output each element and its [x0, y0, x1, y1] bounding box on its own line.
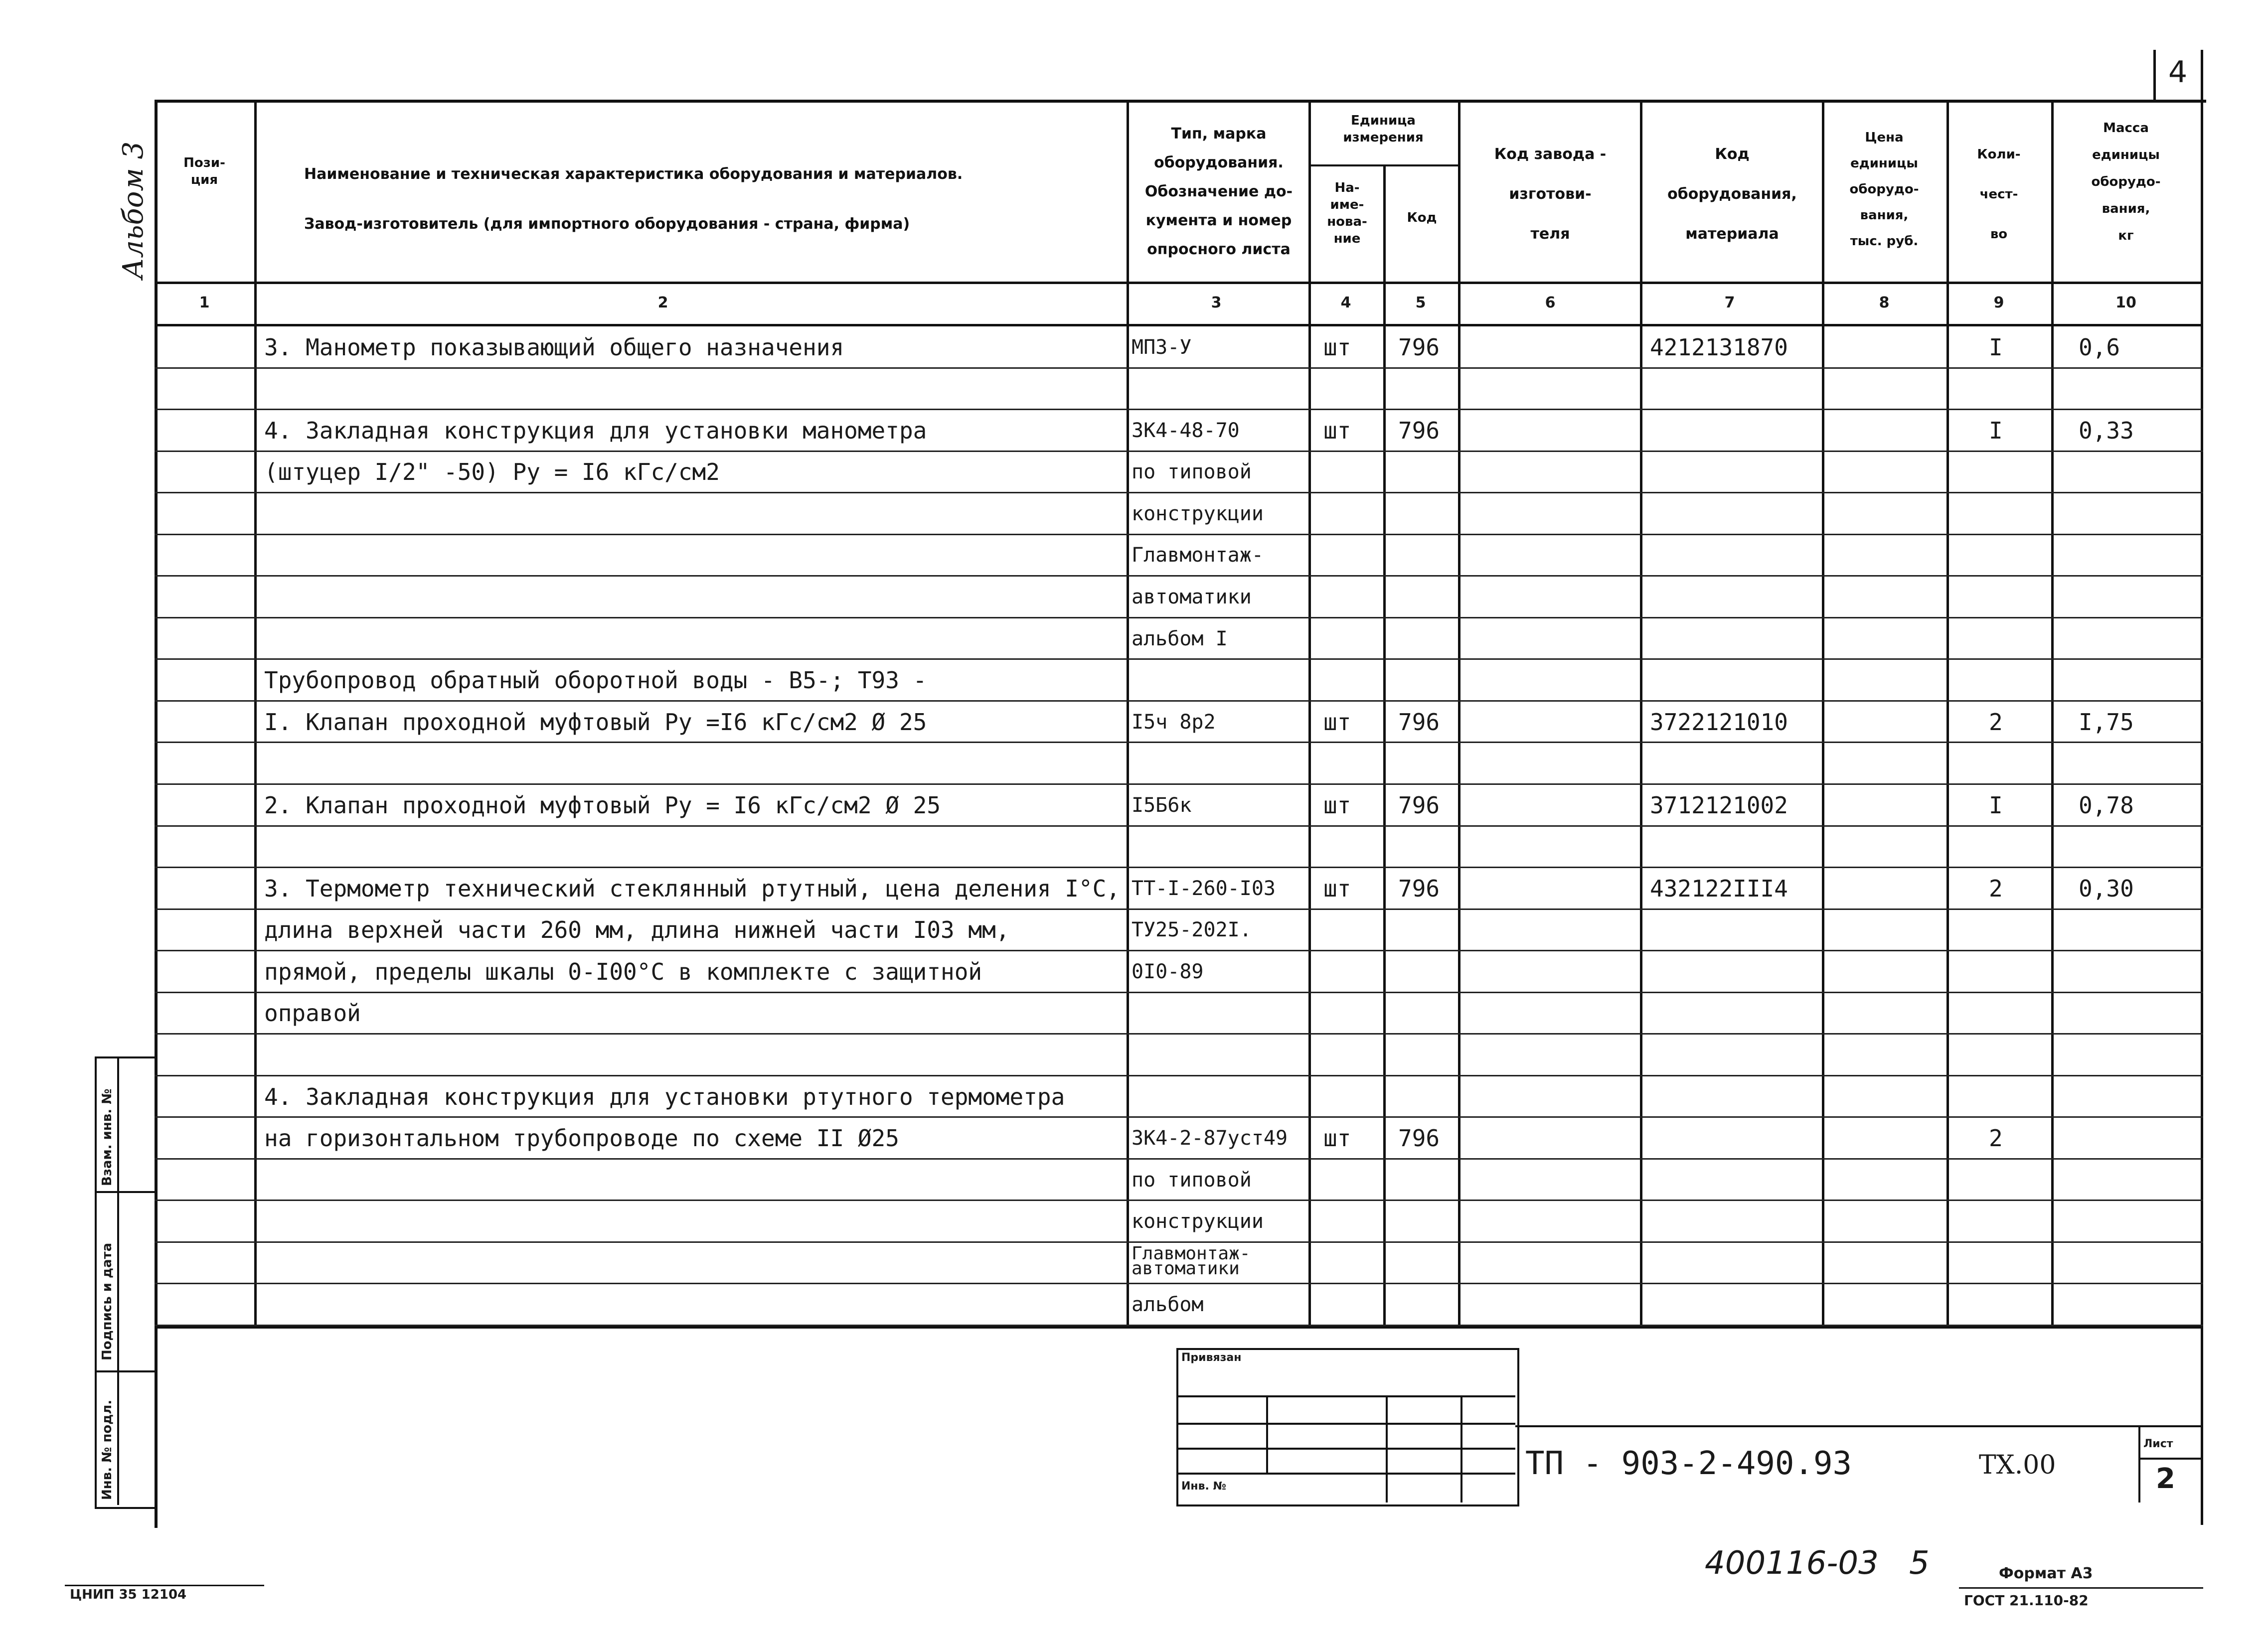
cell-mass: 0,78	[2079, 791, 2134, 819]
stamp-privyazan: Привязан	[1181, 1351, 1242, 1364]
stamp-line	[1176, 1423, 1515, 1425]
row-line	[155, 617, 2203, 618]
colnum-1: 1	[199, 294, 210, 311]
cell-name: оправой	[264, 1000, 361, 1027]
stamp-vline	[1460, 1395, 1462, 1502]
row-line	[155, 1200, 2203, 1201]
colnum-2: 2	[657, 294, 668, 311]
cell-name: на горизонтальном трубопроводе по схеме II Ø25	[264, 1125, 899, 1152]
cell-unit-code: 796	[1398, 875, 1440, 902]
cell-type: ТТ-I-260-I03	[1132, 877, 1276, 900]
row-line	[155, 575, 2203, 577]
side-stamp-inv: Инв. № подл.	[100, 1399, 115, 1500]
cell-unit-code: 796	[1398, 417, 1440, 444]
row-line	[155, 908, 2203, 910]
cell-name: 2. Клапан проходной муфтовый Ру = I6 кГс/см2 Ø 25	[264, 791, 941, 819]
colnum-bottom	[155, 324, 2203, 326]
header-bottom	[155, 282, 2203, 284]
cell-unit: шт	[1323, 333, 1351, 361]
footer-number: 400116-03	[1705, 1545, 1879, 1582]
cell-name: прямой, пределы шкалы 0-I00°С в комплекте с защитной	[264, 958, 982, 985]
cell-type: альбом	[1132, 1293, 1204, 1317]
cell-type: автоматики	[1132, 586, 1252, 609]
sheet-box-line	[2138, 1458, 2201, 1460]
header-unit: Единица измерения	[1343, 113, 1424, 145]
row-line	[155, 950, 2203, 951]
stamp-line	[1176, 1448, 1515, 1450]
colnum-5: 5	[1415, 294, 1426, 311]
cell-type: МП3-У	[1132, 335, 1192, 359]
row-line	[155, 492, 2203, 493]
cell-type: I5ч 8р2	[1132, 710, 1216, 734]
cell-equip-code: 3722121010	[1650, 708, 1788, 736]
cell-qty: 2	[1989, 875, 2003, 902]
cell-mass: I,75	[2079, 708, 2134, 736]
colnum-4: 4	[1340, 294, 1351, 311]
colnum-8: 8	[1879, 294, 1890, 311]
cell-name: 4. Закладная конструкция для установки манометра	[264, 417, 927, 444]
cell-unit: шт	[1323, 708, 1351, 736]
footer-left-line	[65, 1585, 264, 1586]
unit-sub-line	[1308, 164, 1458, 166]
cell-name: 3. Манометр показывающий общего назначения	[264, 333, 844, 361]
row-line	[155, 450, 2203, 452]
cell-type: по типовой	[1132, 460, 1252, 484]
row-line	[155, 825, 2203, 827]
row-line	[155, 1283, 2203, 1284]
cell-name: I. Клапан проходной муфтовый Ру =I6 кГс/см2 Ø 25	[264, 708, 927, 736]
row-line	[155, 1033, 2203, 1035]
side-stamp-line	[117, 1056, 119, 1505]
header-mass: Масса единицы оборудо- вания, кг	[2091, 121, 2161, 243]
cell-name: Трубопровод обратный оборотной воды - В5-; Т93 -	[264, 667, 927, 694]
header-name: Наименование и техническая характеристика оборудования и материалов. Завод-изготовитель (для импортного оборудования - страна, фирма)	[304, 165, 963, 233]
stamp-vline	[1266, 1395, 1268, 1473]
right-border	[2201, 50, 2203, 1525]
cell-mass: 0,6	[2079, 333, 2120, 361]
cell-type: I5Б6к	[1132, 793, 1192, 817]
cell-unit: шт	[1323, 875, 1351, 902]
cell-type: конструкции	[1132, 502, 1264, 525]
side-stamp-sep	[95, 1370, 155, 1372]
colnum-9: 9	[1993, 294, 2004, 311]
row-line	[155, 742, 2203, 743]
stamp-top-line	[1515, 1425, 2203, 1427]
header-price: Цена единицы оборудо- вания, тыс. руб.	[1849, 130, 1919, 249]
top-right-tick	[2153, 50, 2156, 100]
cell-qty: I	[1989, 417, 2003, 444]
row-line	[155, 867, 2203, 868]
header-equip-code: Код оборудования, материала	[1667, 146, 1797, 243]
footer-gost: ГОСТ 21.110-82	[1964, 1592, 2089, 1609]
footer-right-line	[1959, 1587, 2203, 1589]
header-unit-code: Код	[1407, 210, 1437, 225]
side-label: Альбом 3	[117, 141, 150, 279]
cell-unit: шт	[1323, 791, 1351, 819]
header-pos: Пози- ция	[183, 155, 225, 187]
sheet-number: 2	[2156, 1463, 2175, 1495]
row-line	[155, 1158, 2203, 1160]
header-type: Тип, марка оборудования. Обозначение до- кумента и номер опросного листа	[1144, 125, 1293, 258]
header-maker-code: Код завода - изготови- теля	[1494, 146, 1607, 243]
side-stamp-sep	[95, 1191, 155, 1193]
footer-page: 5	[1909, 1545, 1930, 1582]
cell-type: ТУ25-202I.	[1132, 918, 1252, 942]
row-line	[155, 992, 2203, 993]
cell-mass: 0,30	[2079, 875, 2134, 902]
page-number: 4	[2168, 55, 2188, 90]
cell-qty: 2	[1989, 708, 2003, 736]
cell-name: длина верхней части 260 мм, длина нижней части I03 мм,	[264, 916, 1010, 944]
colnum-3: 3	[1211, 294, 1222, 311]
cell-equip-code: 432122III4	[1650, 875, 1788, 902]
header-qty: Коли- чест- во	[1977, 147, 2021, 242]
sheet-label: Лист	[2143, 1438, 2173, 1450]
row-line	[155, 1241, 2203, 1243]
cell-qty: I	[1989, 791, 2003, 819]
stamp-line	[1176, 1473, 1515, 1475]
cell-name: 4. Закладная конструкция для установки ртутного термометра	[264, 1083, 1065, 1110]
doc-code: ТП - 903-2-490.93	[1525, 1445, 1852, 1482]
cell-name: 3. Термометр технический стеклянный ртутный, цена деления I°С,	[264, 875, 1121, 902]
cell-unit-code: 796	[1398, 708, 1440, 736]
cell-equip-code: 3712121002	[1650, 791, 1788, 819]
cell-type: Главмонтаж- автоматики	[1132, 1243, 1251, 1279]
row-line	[155, 367, 2203, 369]
side-stamp-signature: Подпись и дата	[100, 1242, 115, 1360]
header-unit-name: На- име- нова- ние	[1327, 180, 1367, 246]
row-line	[155, 409, 2203, 410]
row-line	[155, 534, 2203, 535]
footer-left: ЦНИП 35 12104	[70, 1587, 187, 1602]
row-line	[155, 783, 2203, 785]
cell-qty: I	[1989, 333, 2003, 361]
colnum-7: 7	[1724, 294, 1735, 311]
cell-mass: 0,33	[2079, 417, 2134, 444]
row-line	[155, 1325, 2203, 1326]
col-line	[1383, 164, 1386, 1326]
cell-equip-code: 4212131870	[1650, 333, 1788, 361]
cell-unit: шт	[1323, 417, 1351, 444]
side-stamp-replace: Взам. инв. №	[100, 1088, 115, 1186]
stamp-inv: Инв. №	[1181, 1480, 1227, 1493]
cell-unit: шт	[1323, 1125, 1351, 1152]
cell-type: по типовой	[1132, 1168, 1252, 1192]
cell-qty: 2	[1989, 1125, 2003, 1152]
cell-name: (штуцер I/2" -50) Ру = I6 кГс/см2	[264, 458, 720, 486]
colnum-10: 10	[2115, 294, 2136, 311]
colnum-6: 6	[1545, 294, 1556, 311]
cell-unit-code: 796	[1398, 1125, 1440, 1152]
cell-unit-code: 796	[1398, 791, 1440, 819]
stamp-vline	[1386, 1395, 1388, 1502]
cell-type: Главмонтаж-	[1132, 544, 1264, 567]
row-line	[155, 700, 2203, 702]
stamp-privyazan-box	[1176, 1348, 1519, 1506]
cell-type: ЗК4-2-87уст49	[1132, 1127, 1288, 1150]
row-line	[155, 1116, 2203, 1118]
cell-type: 0I0-89	[1132, 960, 1204, 983]
footer-format: Формат А3	[1999, 1565, 2093, 1582]
cell-type: ЗК4-48-70	[1132, 419, 1240, 442]
cell-type: альбом I	[1132, 627, 1228, 650]
stamp-line	[1176, 1395, 1515, 1397]
row-line	[155, 658, 2203, 660]
doc-suffix: ТХ.00	[1979, 1450, 2056, 1480]
row-line	[155, 1075, 2203, 1076]
cell-unit-code: 796	[1398, 333, 1440, 361]
cell-type: конструкции	[1132, 1210, 1264, 1233]
